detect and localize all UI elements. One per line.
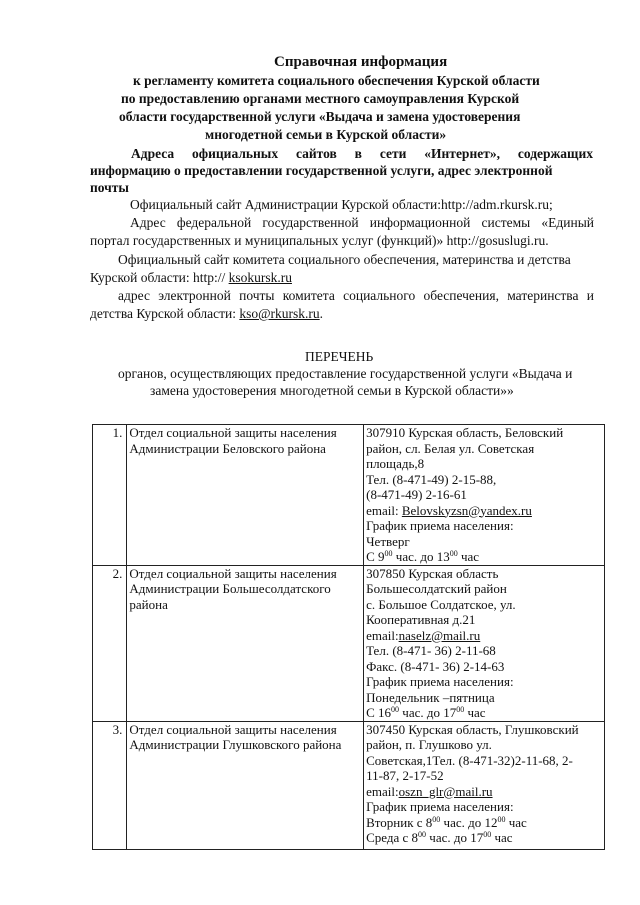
row-number: 1. — [93, 425, 127, 566]
email-row — [366, 628, 602, 644]
name-line: Администрации Большесолдатского — [129, 581, 331, 596]
doc-subtitle-line-1: к регламенту комитета социального обеспечения Курской области — [133, 73, 540, 88]
committee-site-link[interactable]: ksokursk.ru — [228, 270, 292, 285]
portal-text-line-2: портал государственных и муниципальных услуг (функций)» http://gosuslugi.ru. — [90, 233, 549, 248]
schedule-hours — [366, 549, 602, 565]
hours-unit: час — [457, 549, 480, 564]
email-row — [366, 784, 602, 800]
organizations-table — [92, 424, 605, 850]
address-line: площадь,8 — [366, 456, 425, 471]
email-line-2 — [90, 306, 323, 322]
schedule-hours — [366, 815, 602, 831]
doc-title: Справочная информация — [274, 54, 448, 70]
schedule-days: Понедельник –пятница — [366, 689, 495, 705]
committee-site-line-2 — [90, 270, 292, 286]
hours-from: Вторник с 8 — [366, 814, 433, 830]
name-line: Отдел социальной защиты населения — [129, 721, 337, 737]
hours-sup: 00 — [391, 705, 400, 714]
committee-email-link[interactable]: kso@rkursk.ru — [239, 306, 320, 321]
schedule-hours — [366, 705, 602, 721]
hours-sup: 00 — [418, 830, 427, 839]
list-subtitle-line-2: замена удостоверения многодетной семьи в Курской области»» — [150, 383, 514, 398]
list-title: ПЕРЕЧЕНЬ — [305, 349, 374, 364]
phone-line: (8-471-49) 2-16-61 — [366, 487, 467, 502]
address-line: район, п. Глушково ул. — [366, 737, 492, 752]
hours-sup: 00 — [384, 549, 393, 558]
phone-line: Тел. (8-471- 36) 2-11-68 — [366, 643, 496, 658]
sites-heading-line-2: информацию о предоставлении государственной услуги, адрес электронной — [90, 163, 553, 178]
hours-to: час. до 17 — [426, 830, 484, 845]
table-row — [93, 425, 605, 566]
address-line: 307850 Курская область — [366, 565, 499, 581]
address-line: Кооперативная д.21 — [366, 612, 476, 627]
hours-from: Среда с 8 — [366, 830, 419, 845]
organization-name — [127, 565, 364, 721]
name-line: Администрации Глушковского района — [129, 737, 342, 752]
sites-heading-line-1: Адреса официальных сайтов в сети «Интернет», содержащих — [131, 146, 593, 161]
email-prefix: детства Курской области: — [90, 306, 240, 321]
hours-unit: час — [491, 830, 513, 845]
portal-text-line-1: Адрес федеральной государственной информационной системы «Единый — [130, 215, 594, 230]
organization-name — [127, 721, 364, 849]
committee-site-prefix: Курской области: http:// — [90, 270, 229, 285]
schedule-label: График приема населения: — [366, 518, 514, 533]
hours-to: час. до 12 — [440, 814, 498, 830]
phone-line: Тел. (8-471-49) 2-15-88, — [366, 471, 497, 487]
phone-line: 11-87, 2-17-52 — [366, 768, 444, 783]
address-line: Советская,1Тел. (8-471-32)2-11-68, 2- — [366, 752, 573, 768]
hours-sup: 00 — [483, 830, 492, 839]
row-number: 3. — [93, 721, 127, 849]
email-link[interactable]: Belovskyzsn@yandex.ru — [401, 502, 532, 518]
doc-subtitle-line-4: многодетной семьи в Курской области» — [205, 127, 447, 142]
admin-site-text: Официальный сайт Администрации Курской области:http://adm.rkursk.ru; — [130, 197, 553, 212]
hours-sup: 00 — [497, 814, 506, 824]
address-line: 307450 Курская область, Глушковский — [366, 721, 579, 737]
hours-sup: 00 — [449, 549, 458, 558]
email-suffix: . — [319, 306, 324, 321]
address-line: Большесолдатский район — [366, 581, 507, 596]
hours-unit: час — [505, 814, 527, 830]
name-line: Отдел социальной защиты населения — [129, 425, 337, 440]
email-line-1: адрес электронной почты комитета социального обеспечения, материнства и — [118, 288, 594, 303]
hours-to: час. до 17 — [399, 705, 457, 720]
doc-subtitle-line-3: области государственной услуги «Выдача и замена удостоверения — [119, 109, 521, 124]
email-label: email: — [366, 502, 402, 518]
organization-contacts — [364, 721, 605, 849]
schedule-label: График приема населения: — [366, 674, 514, 689]
name-line: Администрации Беловского района — [129, 440, 326, 456]
address-line: 307910 Курская область, Беловский — [366, 425, 564, 440]
email-label: email: — [366, 783, 399, 799]
address-line: район, сл. Белая ул. Советская — [366, 440, 535, 456]
hours-sup: 00 — [432, 814, 441, 824]
hours-from: С 16 — [366, 705, 392, 720]
schedule-label: График приема населения: — [366, 799, 514, 814]
committee-site-line-1: Официальный сайт комитета социального обеспечения, материнства и детства — [118, 252, 571, 267]
hours-to: час. до 13 — [392, 549, 450, 564]
table-row — [93, 721, 605, 849]
doc-subtitle-line-2: по предоставлению органами местного самоуправления Курской — [121, 91, 520, 106]
email-link[interactable]: naselz@mail.ru — [398, 627, 481, 643]
schedule-days: Четверг — [366, 533, 410, 549]
hours-from: С 9 — [366, 549, 385, 564]
sites-heading-line-3: почты — [90, 180, 129, 195]
schedule-hours — [366, 830, 602, 846]
table-row — [93, 565, 605, 721]
organization-name — [127, 425, 364, 566]
list-subtitle-line-1: органов, осуществляющих предоставление государственной услуги «Выдача и — [118, 366, 573, 381]
hours-sup: 00 — [456, 705, 465, 714]
organization-contacts — [364, 565, 605, 721]
email-label: email: — [366, 627, 399, 643]
email-row — [366, 503, 602, 519]
fax-line: Факс. (8-471- 36) 2-14-63 — [366, 658, 505, 674]
hours-unit: час — [464, 705, 486, 720]
name-line: Отдел социальной защиты населения — [129, 565, 337, 581]
organization-contacts — [364, 425, 605, 566]
name-line: района — [129, 596, 168, 612]
address-line: с. Большое Солдатское, ул. — [366, 596, 516, 612]
email-link[interactable]: oszn_glr@mail.ru — [398, 783, 493, 799]
row-number: 2. — [93, 565, 127, 721]
